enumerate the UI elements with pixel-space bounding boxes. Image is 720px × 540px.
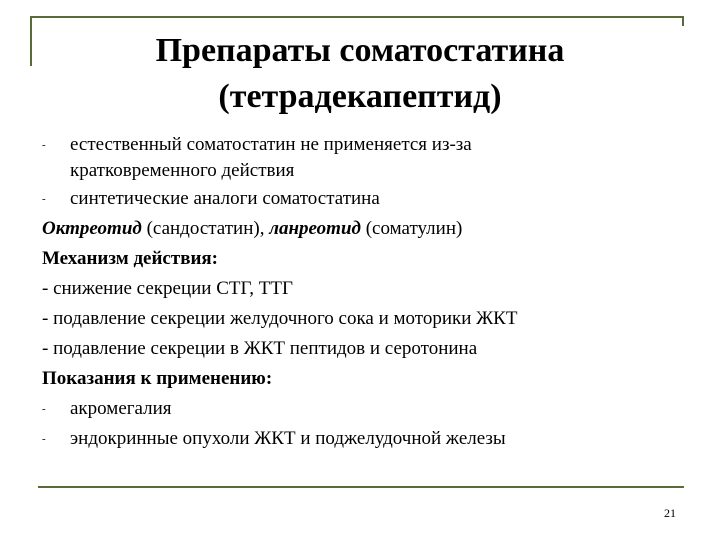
drug-name: ланреотид — [269, 218, 361, 239]
bullet-marker: - — [42, 193, 46, 205]
drug-brand: (сандостатин), — [141, 218, 270, 239]
bullet-text: кратковременного действия — [70, 160, 295, 181]
page-number: 21 — [664, 506, 676, 520]
bullet-text: эндокринные опухоли ЖКТ и поджелудочной железы — [70, 428, 506, 449]
list-item — [42, 394, 692, 424]
mechanism-heading: Механизм действия: — [42, 248, 219, 269]
bullet-marker: - — [42, 403, 46, 415]
slide-frame-left — [30, 16, 32, 66]
slide-frame-right — [682, 16, 684, 26]
list-item — [42, 130, 692, 184]
bullet-marker: - — [42, 139, 46, 151]
title-line-2: (тетрадекапептид) — [218, 78, 502, 115]
bullet-text: акромегалия — [70, 398, 172, 419]
list-item: - подавление секреции в ЖКТ пептидов и серотонина — [42, 338, 478, 359]
list-item: - снижение секреции СТГ, ТТГ — [42, 278, 294, 299]
bullet-text: синтетические аналоги соматостатина — [70, 188, 380, 209]
title-line-1: Препараты соматостатина — [155, 32, 565, 69]
indications-heading: Показания к применению: — [42, 368, 273, 389]
bullet-marker: - — [42, 433, 46, 445]
slide-body — [42, 130, 692, 454]
list-item — [42, 424, 692, 454]
drug-brand: (соматулин) — [360, 218, 463, 239]
drug-name: Октреотид — [42, 218, 142, 239]
slide-frame-top — [30, 16, 684, 18]
slide-title — [40, 28, 680, 120]
drug-names-line — [42, 214, 692, 244]
list-item: - подавление секреции желудочного сока и моторики ЖКТ — [42, 308, 518, 329]
list-item — [42, 184, 692, 214]
footer-rule — [38, 486, 684, 488]
bullet-text: естественный соматостатин не применяется из-за — [70, 134, 472, 155]
